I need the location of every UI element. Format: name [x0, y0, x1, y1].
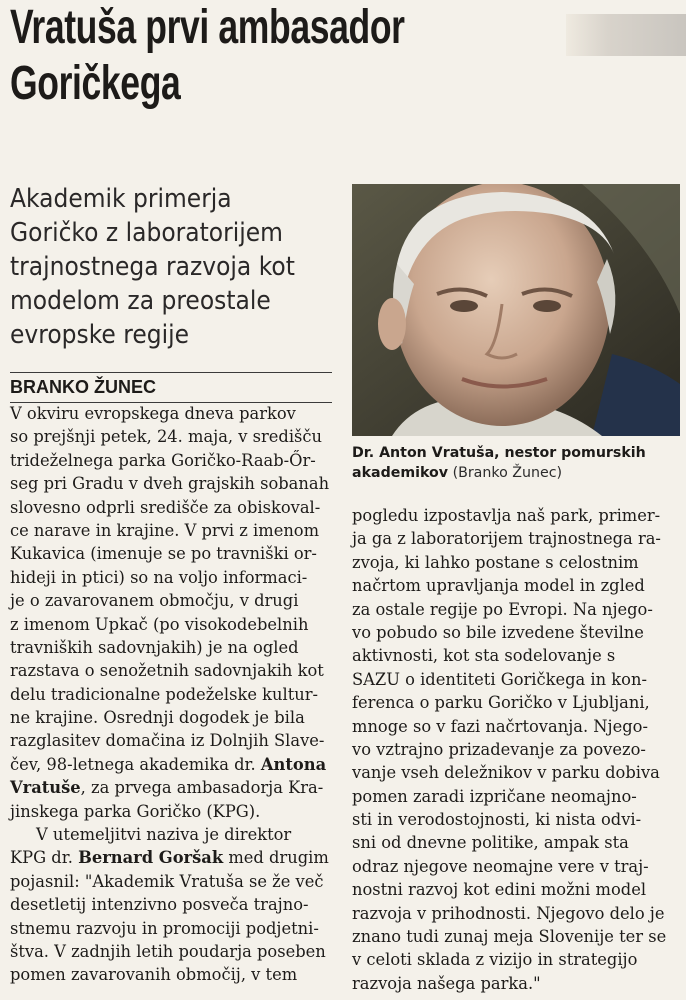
body-line: ja ga z laboratorijem trajnostnega ra-	[352, 529, 661, 549]
body-line: SAZU o identiteti Goričkega in kon-	[352, 669, 647, 689]
body-line: znano tudi zunaj meja Slovenije ter se	[352, 927, 667, 947]
body-line: mnoge so v fazi načrtovanja. Njego-	[352, 716, 648, 736]
body-line: trideželnega parka Goričko-Raab-Őr-	[10, 450, 316, 470]
subheadline-line: Goričko z laboratorijem	[10, 218, 283, 248]
caption-credit: (Branko Žunec)	[452, 465, 563, 481]
body-line: z imenom Upkač (po visokodebelnih	[10, 614, 309, 634]
body-line: seg pri Gradu v dveh grajskih sobanah	[10, 474, 330, 494]
body-line: štva. V zadnjih letih poudarja poseben	[10, 941, 326, 961]
body-line: desetletij intenzivno posveča trajno-	[10, 895, 309, 915]
photo-caption	[352, 443, 682, 483]
body-line: nostni razvoj kot edini možni model	[352, 880, 647, 900]
body-line: stnemu razvoju in promociji podjetni-	[10, 918, 319, 938]
body-text: čev, 98-letnega akademika dr.	[10, 754, 256, 774]
person-name-bold: Bernard Goršak	[78, 848, 224, 868]
body-line: razvoja našega parka."	[352, 973, 541, 993]
headline	[10, 0, 454, 112]
caption-text: Dr. Anton Vratuša, nestor pomurskih akademikov	[352, 445, 646, 481]
subheadline	[10, 182, 307, 352]
body-line: aktivnosti, kot sta sodelovanje s	[352, 646, 616, 666]
subheadline-line: Akademik primerja	[10, 184, 232, 214]
body-line: zvoja, ki lahko postane s celostnim	[352, 552, 639, 572]
body-line	[10, 776, 329, 799]
headline-line-1: Vratuša prvi ambasador	[10, 1, 405, 54]
body-line: sti in verodostojnosti, ki nista odvi-	[352, 810, 642, 830]
body-line: pojasnil: "Akademik Vratuša se že več	[10, 871, 324, 891]
body-line: travniških sadovnjakih) je na ogled	[10, 637, 299, 657]
body-line: delu tradicionalne podeželske kultur-	[10, 684, 319, 704]
body-line: hideji in ptici) so na voljo informaci-	[10, 567, 308, 587]
body-line: v celoti sklada z vizijo in strategijo	[352, 950, 638, 970]
body-line: pomen zavarovanih območij, v tem	[10, 965, 298, 985]
body-line: so prejšnji petek, 24. maja, v središču	[10, 427, 322, 447]
body-line: slovesno odprli središče za obiskoval-	[10, 497, 321, 517]
body-line: vo vztrajno prizadevanje za povezo-	[352, 739, 646, 759]
cropped-corner-badge	[566, 14, 686, 56]
portrait-illustration	[352, 184, 680, 436]
subheadline-line: evropske regije	[10, 320, 190, 350]
subheadline-line: modelom za preostale	[10, 286, 271, 316]
portrait-photo	[352, 184, 680, 436]
body-line: odraz njegove neomajne vere v traj-	[352, 856, 649, 876]
body-line: Kukavica (imenuje se po travniški or-	[10, 544, 317, 564]
body-line: jinskega parka Goričko (KPG).	[10, 801, 261, 821]
person-name-bold: Vratuše	[10, 778, 81, 798]
body-line: razstava o senožetnih sadovnjakih kot	[10, 661, 324, 681]
paragraph-start-line: V utemeljitvi naziva je direktor	[36, 825, 292, 845]
body-line	[10, 846, 329, 869]
body-line: sni od dnevne politike, ampak sta	[352, 833, 629, 853]
body-line: vanje vseh deležnikov v parku dobiva	[352, 763, 660, 783]
body-line: razvoja v prihodnosti. Njegovo delo je	[352, 903, 665, 923]
body-line: V okviru evropskega dneva parkov	[10, 404, 296, 423]
body-text: KPG dr.	[10, 848, 73, 868]
body-line: ce narave in krajine. V prvi z imenom	[10, 520, 320, 540]
article-column-2	[352, 504, 666, 995]
body-line: je o zavarovanem območju, v drugi	[10, 591, 299, 611]
body-line: razglasitev domačina iz Dolnjih Slave-	[10, 731, 325, 751]
body-line: pomen zaradi izpričane neomajno-	[352, 786, 637, 806]
person-name-bold: Antona	[260, 754, 327, 774]
byline-divider	[10, 372, 332, 373]
subheadline-line: trajnostnega razvoja kot	[10, 252, 295, 282]
body-line: ferenca o parku Goričko v Ljubljani,	[352, 693, 650, 713]
body-text: , za prvega ambasadorja Kra-	[80, 778, 324, 798]
headline-line-2: Goričkega	[10, 57, 181, 110]
byline: BRANKO ŽUNEC	[10, 376, 332, 403]
body-line	[10, 753, 329, 776]
body-line: ne krajine. Osrednji dogodek je bila	[10, 708, 305, 728]
body-line: načrtom upravljanja model in zgled	[352, 576, 645, 596]
body-text: med drugim	[228, 848, 329, 868]
body-line: pogledu izpostavlja naš park, primer-	[352, 506, 661, 525]
body-line: vo pobudo so bile izvedene številne	[352, 622, 644, 642]
body-line: za ostale regije po Evropi. Na njego-	[352, 599, 653, 619]
article-column-1	[10, 402, 329, 987]
